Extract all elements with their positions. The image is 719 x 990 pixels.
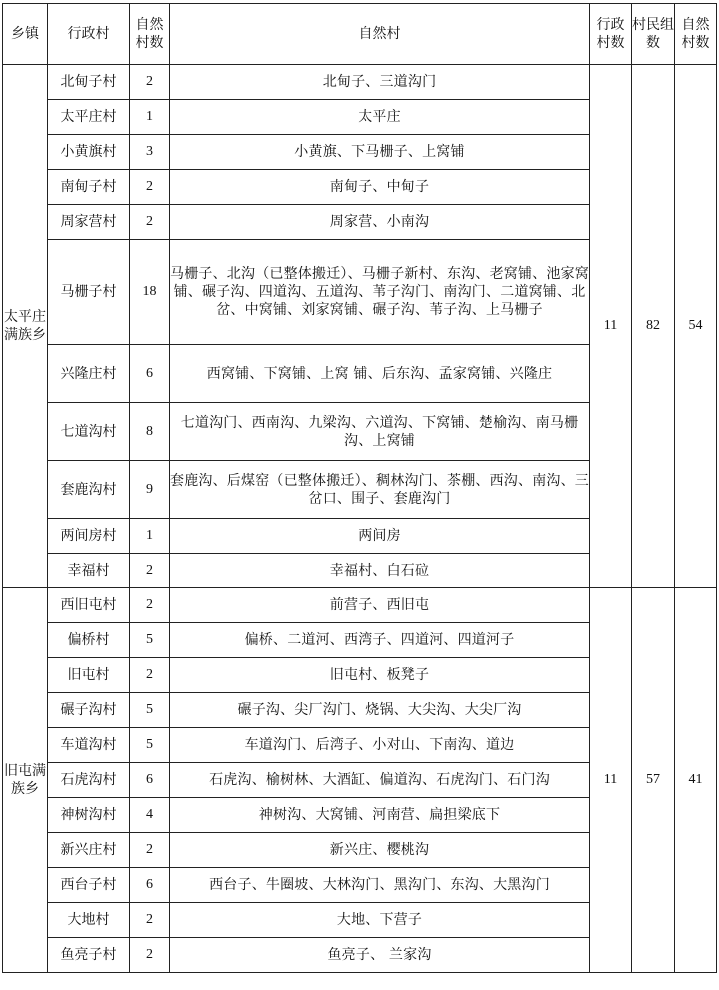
natural-village-list: 新兴庄、樱桃沟 <box>170 833 590 868</box>
admin-village-name: 小黄旗村 <box>48 135 130 170</box>
header-natural-villages: 自然村 <box>170 4 590 65</box>
admin-village-count: 11 <box>590 588 632 973</box>
natural-count: 1 <box>130 519 170 554</box>
admin-village-name: 南甸子村 <box>48 170 130 205</box>
table-row <box>3 65 717 100</box>
admin-village-name: 旧屯村 <box>48 658 130 693</box>
natural-count: 6 <box>130 345 170 403</box>
natural-count: 18 <box>130 240 170 345</box>
table-row <box>3 588 717 623</box>
natural-village-list: 石虎沟、榆树林、大酒缸、偏道沟、石虎沟门、石门沟 <box>170 763 590 798</box>
admin-village-name: 鱼亮子村 <box>48 938 130 973</box>
natural-count: 2 <box>130 65 170 100</box>
header-township: 乡镇 <box>3 4 48 65</box>
header-admin-count: 行政村数 <box>590 4 632 65</box>
natural-count: 6 <box>130 868 170 903</box>
admin-village-name: 新兴庄村 <box>48 833 130 868</box>
natural-count: 2 <box>130 170 170 205</box>
natural-village-list: 两间房 <box>170 519 590 554</box>
villager-group-count: 82 <box>632 65 675 588</box>
natural-village-total: 54 <box>675 65 717 588</box>
natural-village-list: 周家营、小南沟 <box>170 205 590 240</box>
admin-village-name: 石虎沟村 <box>48 763 130 798</box>
natural-village-list: 太平庄 <box>170 100 590 135</box>
admin-village-name: 西台子村 <box>48 868 130 903</box>
natural-village-list: 车道沟门、后湾子、小对山、下南沟、道边 <box>170 728 590 763</box>
township-name: 太平庄满族乡 <box>3 65 48 588</box>
header-row <box>3 4 717 65</box>
natural-village-list: 神树沟、大窝铺、河南营、扁担梁底下 <box>170 798 590 833</box>
natural-count: 2 <box>130 588 170 623</box>
admin-village-name: 马栅子村 <box>48 240 130 345</box>
natural-count: 6 <box>130 763 170 798</box>
natural-village-list: 马栅子、北沟（已整体搬迁）、马栅子新村、东沟、老窝铺、池家窝铺、碾子沟、四道沟、五道沟、苇子沟门、南沟门、二道窝铺、北岔、中窝铺、刘家窝铺、碾子沟、苇子沟、上马栅子 <box>170 240 590 345</box>
admin-village-name: 西旧屯村 <box>48 588 130 623</box>
natural-village-list: 小黄旗、下马栅子、上窝铺 <box>170 135 590 170</box>
village-table <box>2 3 717 973</box>
natural-count: 2 <box>130 903 170 938</box>
natural-count: 8 <box>130 403 170 461</box>
natural-count: 4 <box>130 798 170 833</box>
natural-count: 9 <box>130 461 170 519</box>
natural-village-list: 前营子、西旧屯 <box>170 588 590 623</box>
header-natural-total: 自然村数 <box>675 4 717 65</box>
natural-village-list: 西台子、牛圈坡、大林沟门、黑沟门、东沟、大黑沟门 <box>170 868 590 903</box>
admin-village-name: 幸福村 <box>48 554 130 588</box>
natural-count: 5 <box>130 728 170 763</box>
natural-village-list: 鱼亮子、 兰家沟 <box>170 938 590 973</box>
natural-village-list: 西窝铺、下窝铺、上窝 铺、后东沟、孟家窝铺、兴隆庄 <box>170 345 590 403</box>
natural-count: 2 <box>130 658 170 693</box>
admin-village-name: 碾子沟村 <box>48 693 130 728</box>
natural-count: 2 <box>130 833 170 868</box>
natural-count: 1 <box>130 100 170 135</box>
natural-count: 2 <box>130 938 170 973</box>
admin-village-name: 车道沟村 <box>48 728 130 763</box>
admin-village-name: 北甸子村 <box>48 65 130 100</box>
admin-village-name: 太平庄村 <box>48 100 130 135</box>
admin-village-name: 神树沟村 <box>48 798 130 833</box>
admin-village-name: 周家营村 <box>48 205 130 240</box>
natural-village-total: 41 <box>675 588 717 973</box>
natural-count: 3 <box>130 135 170 170</box>
natural-village-list: 幸福村、白石砬 <box>170 554 590 588</box>
admin-village-name: 大地村 <box>48 903 130 938</box>
natural-village-list: 南甸子、中甸子 <box>170 170 590 205</box>
natural-count: 5 <box>130 623 170 658</box>
header-admin-village: 行政村 <box>48 4 130 65</box>
natural-count: 2 <box>130 205 170 240</box>
header-group-count: 村民组数 <box>632 4 675 65</box>
natural-village-list: 碾子沟、尖厂沟门、烧锅、大尖沟、大尖厂沟 <box>170 693 590 728</box>
township-name: 旧屯满族乡 <box>3 588 48 973</box>
admin-village-count: 11 <box>590 65 632 588</box>
natural-village-list: 七道沟门、西南沟、九梁沟、六道沟、下窝铺、楚榆沟、南马栅沟、上窝铺 <box>170 403 590 461</box>
villager-group-count: 57 <box>632 588 675 973</box>
admin-village-name: 两间房村 <box>48 519 130 554</box>
natural-village-list: 北甸子、三道沟门 <box>170 65 590 100</box>
natural-village-list: 套鹿沟、后煤窑（已整体搬迁）、稠林沟门、茶棚、西沟、南沟、三岔口、围子、套鹿沟门 <box>170 461 590 519</box>
natural-village-list: 旧屯村、板凳子 <box>170 658 590 693</box>
natural-village-list: 偏桥、二道河、西湾子、四道河、四道河子 <box>170 623 590 658</box>
header-natural-count: 自然村数 <box>130 4 170 65</box>
natural-count: 2 <box>130 554 170 588</box>
admin-village-name: 七道沟村 <box>48 403 130 461</box>
admin-village-name: 偏桥村 <box>48 623 130 658</box>
admin-village-name: 套鹿沟村 <box>48 461 130 519</box>
natural-count: 5 <box>130 693 170 728</box>
natural-village-list: 大地、下营子 <box>170 903 590 938</box>
admin-village-name: 兴隆庄村 <box>48 345 130 403</box>
